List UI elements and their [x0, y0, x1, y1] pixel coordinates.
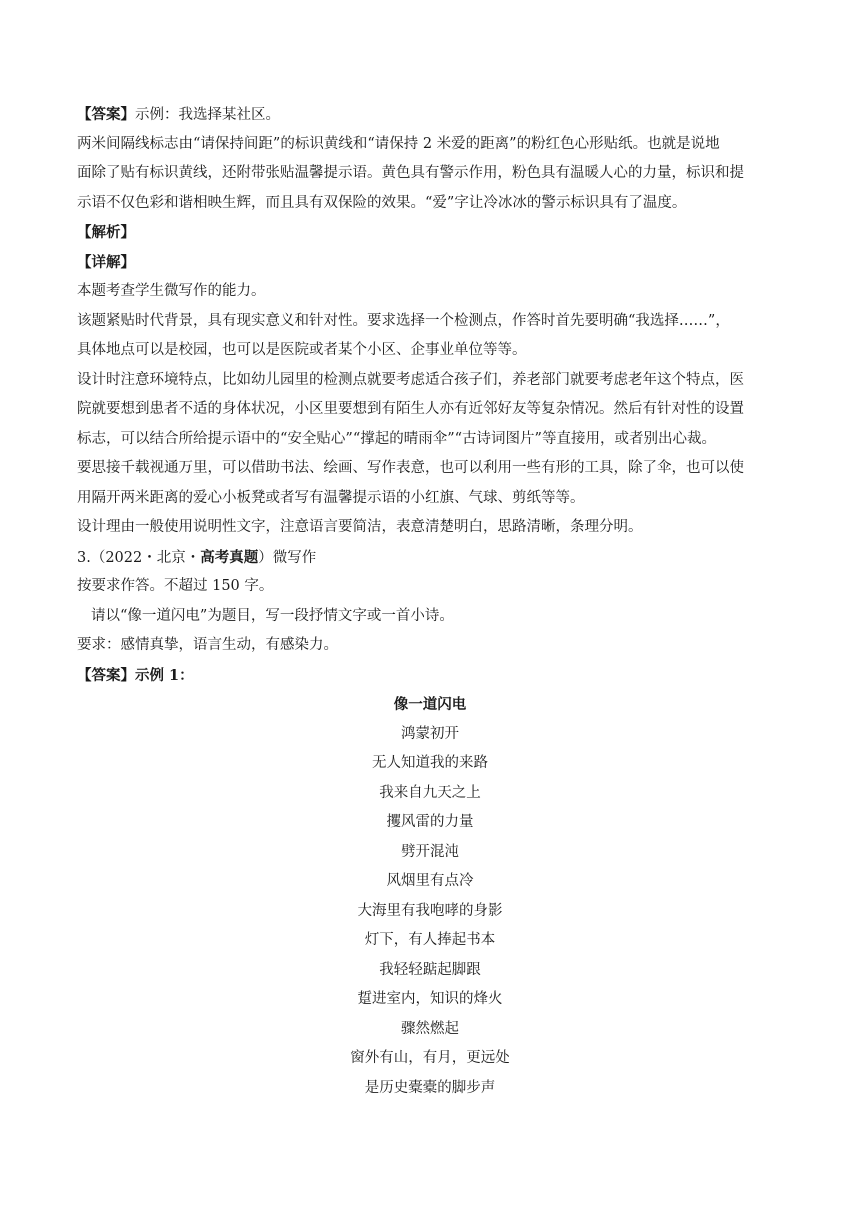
question-number-prefix: 3.（2022・北京・ [77, 549, 201, 566]
answer-text: 示例：我选择某社区。 [135, 107, 280, 123]
poem-title: 像一道闪电 [393, 696, 467, 713]
detail-label: 【详解】 [77, 253, 135, 271]
poem-line: 无人知道我的来路 [372, 755, 488, 771]
question-instruction: 按要求作答。不超过 150 字。 [77, 578, 274, 594]
poem [77, 690, 783, 1103]
detail-line: 用隔开两米距离的爱心小板凳或者写有温馨提示语的小红旗、气球、剪纸等等。 [77, 489, 585, 506]
poem-line: 灯下，有人捧起书本 [364, 932, 496, 948]
poem-line: 我来自九天之上 [379, 784, 481, 801]
question-prompt: 请以“像一道闪电”为题目，写一段抒情文字或一首小诗。 [91, 607, 454, 624]
poem-line: 风烟里有点冷 [386, 873, 474, 889]
poem-line: 鸿蒙初开 [401, 725, 459, 742]
poem-line: 我轻轻踮起脚跟 [379, 961, 481, 978]
question-type: ）微写作 [258, 549, 317, 566]
poem-line: 劈开混沌 [401, 843, 459, 860]
answer-text: 示例 1： [135, 666, 194, 684]
poem-line: 攫风雷的力量 [386, 814, 474, 830]
detail-line: 设计时注意环境特点，比如幼儿园里的检测点就要考虑适合孩子们，养老部门就要考虑老年这个特点，医 [77, 371, 744, 388]
document-page [77, 100, 783, 1103]
answer-paragraph-line: 面除了贴有标识黄线，还附带张贴温馨提示语。黄色具有警示作用，粉色具有温暖人心的力量，标识和提 [77, 165, 744, 181]
answer-paragraph-line: 示语不仅色彩和谐相映生辉，而且具有双保险的效果。“爱”字让冷冰冰的警示标识具有了温度。 [77, 194, 687, 211]
poem-line: 窗外有山，有月，更远处 [350, 1050, 510, 1066]
detail-line: 要思接千载视通万里，可以借助书法、绘画、写作表意，也可以利用一些有形的工具，除了伞，也可以使 [77, 460, 744, 476]
question-3-heading [77, 543, 783, 573]
detail-line: 设计理由一般使用说明性文字，注意语言要简洁，表意清楚明白，思路清晰，条理分明。 [77, 519, 643, 535]
answer-label: 【答案】 [77, 666, 135, 684]
poem-line: 踅进室内，知识的烽火 [357, 991, 503, 1007]
answer-label: 【答案】 [77, 106, 135, 123]
detail-line: 具体地点可以是校园，也可以是医院或者某个小区、企事业单位等等。 [77, 342, 527, 358]
poem-line: 大海里有我咆哮的身影 [357, 902, 503, 919]
question-requirement: 要求：感情真挚，语言生动，有感染力。 [77, 637, 338, 653]
answer-paragraph-line: 两米间隔线标志由“请保持间距”的标识黄线和“请保持 2 米爱的距离”的粉红色心形贴纸。也就是说地 [77, 135, 720, 152]
detail-line: 标志，可以结合所给提示语中的“安全贴心”“撑起的晴雨伞”“古诗词图片”等直接用，或者别出心裁。 [77, 430, 716, 447]
answer-heading-2 [77, 661, 783, 691]
answer-heading-1 [77, 100, 783, 130]
detail-line: 该题紧贴时代背景，具有现实意义和针对性。要求选择一个检测点，作答时首先要明确“我选择……”， [77, 312, 730, 329]
poem-line: 骤然燃起 [401, 1020, 459, 1037]
poem-line: 是历史橐橐的脚步声 [364, 1079, 496, 1096]
question-source: 高考真题 [200, 548, 259, 566]
analysis-label: 【解析】 [77, 224, 135, 241]
detail-line: 本题考查学生微写作的能力。 [77, 283, 266, 299]
detail-line: 院就要想到患者不适的身体状况，小区里要想到有陌生人亦有近邻好友等复杂情况。然后有针对性的设置 [77, 401, 744, 417]
